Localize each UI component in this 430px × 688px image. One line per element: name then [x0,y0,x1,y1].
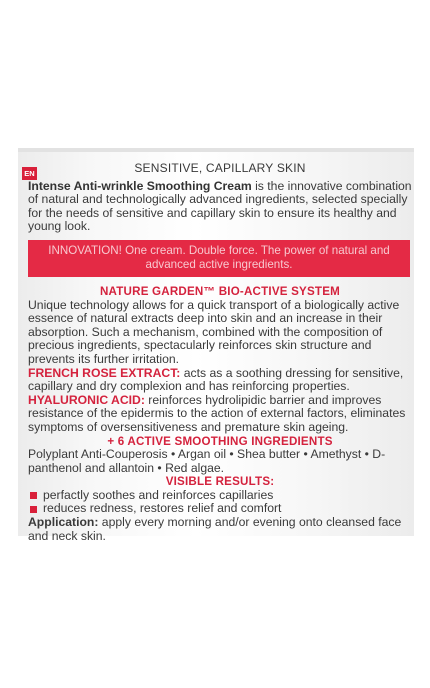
bullet-square-icon [30,492,37,499]
bullet-square-icon [30,506,37,513]
application-label: Application: [28,515,99,530]
rose-label: FRENCH ROSE EXTRACT: [28,365,181,380]
skin-type-heading: SENSITIVE, CAPILLARY SKIN [134,161,306,175]
result-item: reduces redness, restores relief and comfort [28,502,412,516]
application-text: apply every morning and/or evening onto cleansed face and neck skin. [28,515,402,543]
ingredients-title: + 6 ACTIVE SMOOTHING INGREDIENTS [107,434,333,448]
hyaluronic-paragraph [28,394,412,435]
package-edge [18,148,414,152]
rose-paragraph [28,367,412,394]
system-title: NATURE GARDEN™ BIO-ACTIVE SYSTEM [99,284,340,298]
results-title: VISIBLE RESULTS: [165,475,275,489]
language-badge: EN [22,167,37,180]
ingredients-text: Polyplant Anti-Couperosis • Argan oil • Shea butter • Amethyst • D-panthenol and allantoin • Red algae. [28,447,386,475]
hyaluronic-label: HYALURONIC ACID: [28,392,145,407]
package-text [28,162,412,543]
system-text: Unique technology allows for a quick transport of a biologically active essence of natural extracts deep into skin and an increase in their absorption. Such a mechanism, combined with the composition of precious ingredients, spectacularly reinforces skin structure and prevents its further irritation. [28,297,400,366]
innovation-banner: INNOVATION! One cream. Double force. The power of natural and advanced active ingredients. [28,240,410,277]
rose-text: acts as a soothing dressing for sensitive, capillary and dry complexion and has reinforcing properties. [28,365,404,394]
hyaluronic-text: reinforces hydrolipidic barrier and improves resistance of the epidermis to the action of external factors, eliminates symptoms of oversensitiveness and premature skin ageing. [28,392,406,434]
application-paragraph [28,516,412,543]
product-name: Intense Anti-wrinkle Smoothing Cream [28,178,252,193]
result-item: perfactly soothes and reinforces capillaries [28,489,412,503]
intro-paragraph [28,180,412,234]
intro-text: is the innovative combination of natural and technologically advanced ingredients, selected specially for the needs of sensitive and capillary skin to ensure its healthy and young look. [28,178,412,234]
